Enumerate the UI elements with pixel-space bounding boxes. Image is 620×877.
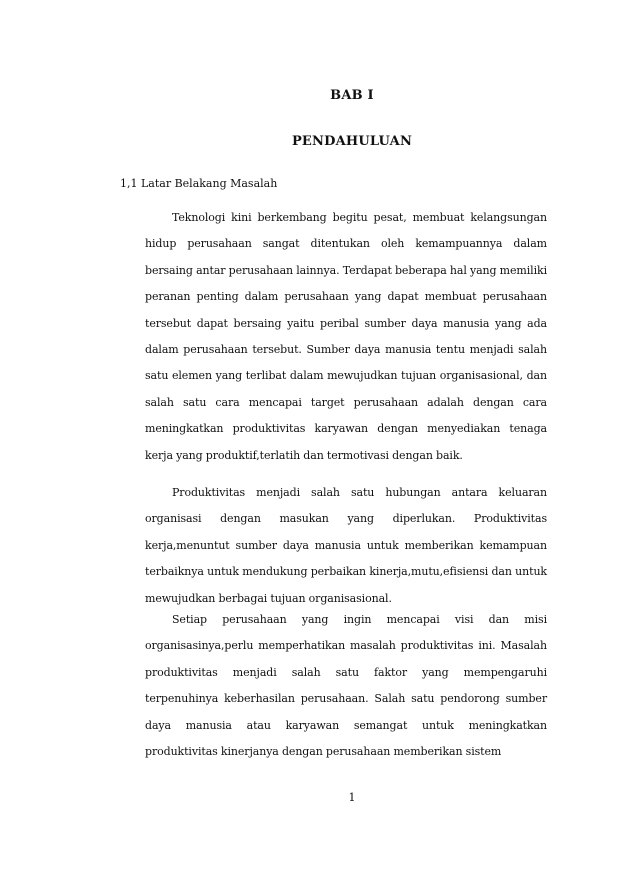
paragraph-2: Produktivitas menjadi salah satu hubungan antara keluaran organisasi dengan masukan yang diperlukan. Produktivitas kerja,menuntut sumber daya manusia untuk memberikan kemampuan terbaiknya untuk mendukung perbaikan kinerja,mutu,efisiensi dan untuk mewujudkan berbagai tujuan organisasional. xyxy=(145,486,547,605)
chapter-number: BAB I xyxy=(330,88,374,103)
section-heading: 1,1 Latar Belakang Masalah xyxy=(120,177,278,190)
page-number: 1 xyxy=(348,791,356,804)
chapter-title: PENDAHULUAN xyxy=(291,134,413,149)
paragraph-1: Teknologi kini berkembang begitu pesat, membuat kelangsungan hidup perusahaan sangat ditentukan oleh kemampuannya dalam bersaing antar perusahaan lainnya. Terdapat beberapa hal yang memiliki peranan penting dalam perusahaan yang dapat membuat perusahaan tersebut dapat bersaing yaitu peribal sumber daya manusia yang ada dalam perusahaan tersebut. Sumber daya manusia tentu menjadi salah satu elemen yang terlibat dalam mewujudkan tujuan organisasional, dan salah satu cara mencapai target perusahaan adalah dengan cara meningkatkan produktivitas karyawan dengan menyediakan tenaga kerja yang produktif,terlatih dan termotivasi dengan baik. xyxy=(145,211,547,462)
paragraph-3: Setiap perusahaan yang ingin mencapai visi dan misi organisasinya,perlu memperhatikan masalah produktivitas ini. Masalah produktivitas menjadi salah satu faktor yang mempengaruhi terpenuhinya keberhasilan perusahaan. Salah satu pendorong sumber daya manusia atau karyawan semangat untuk meningkatkan produktivitas kinerjanya dengan perusahaan memberikan sistem xyxy=(145,613,547,759)
